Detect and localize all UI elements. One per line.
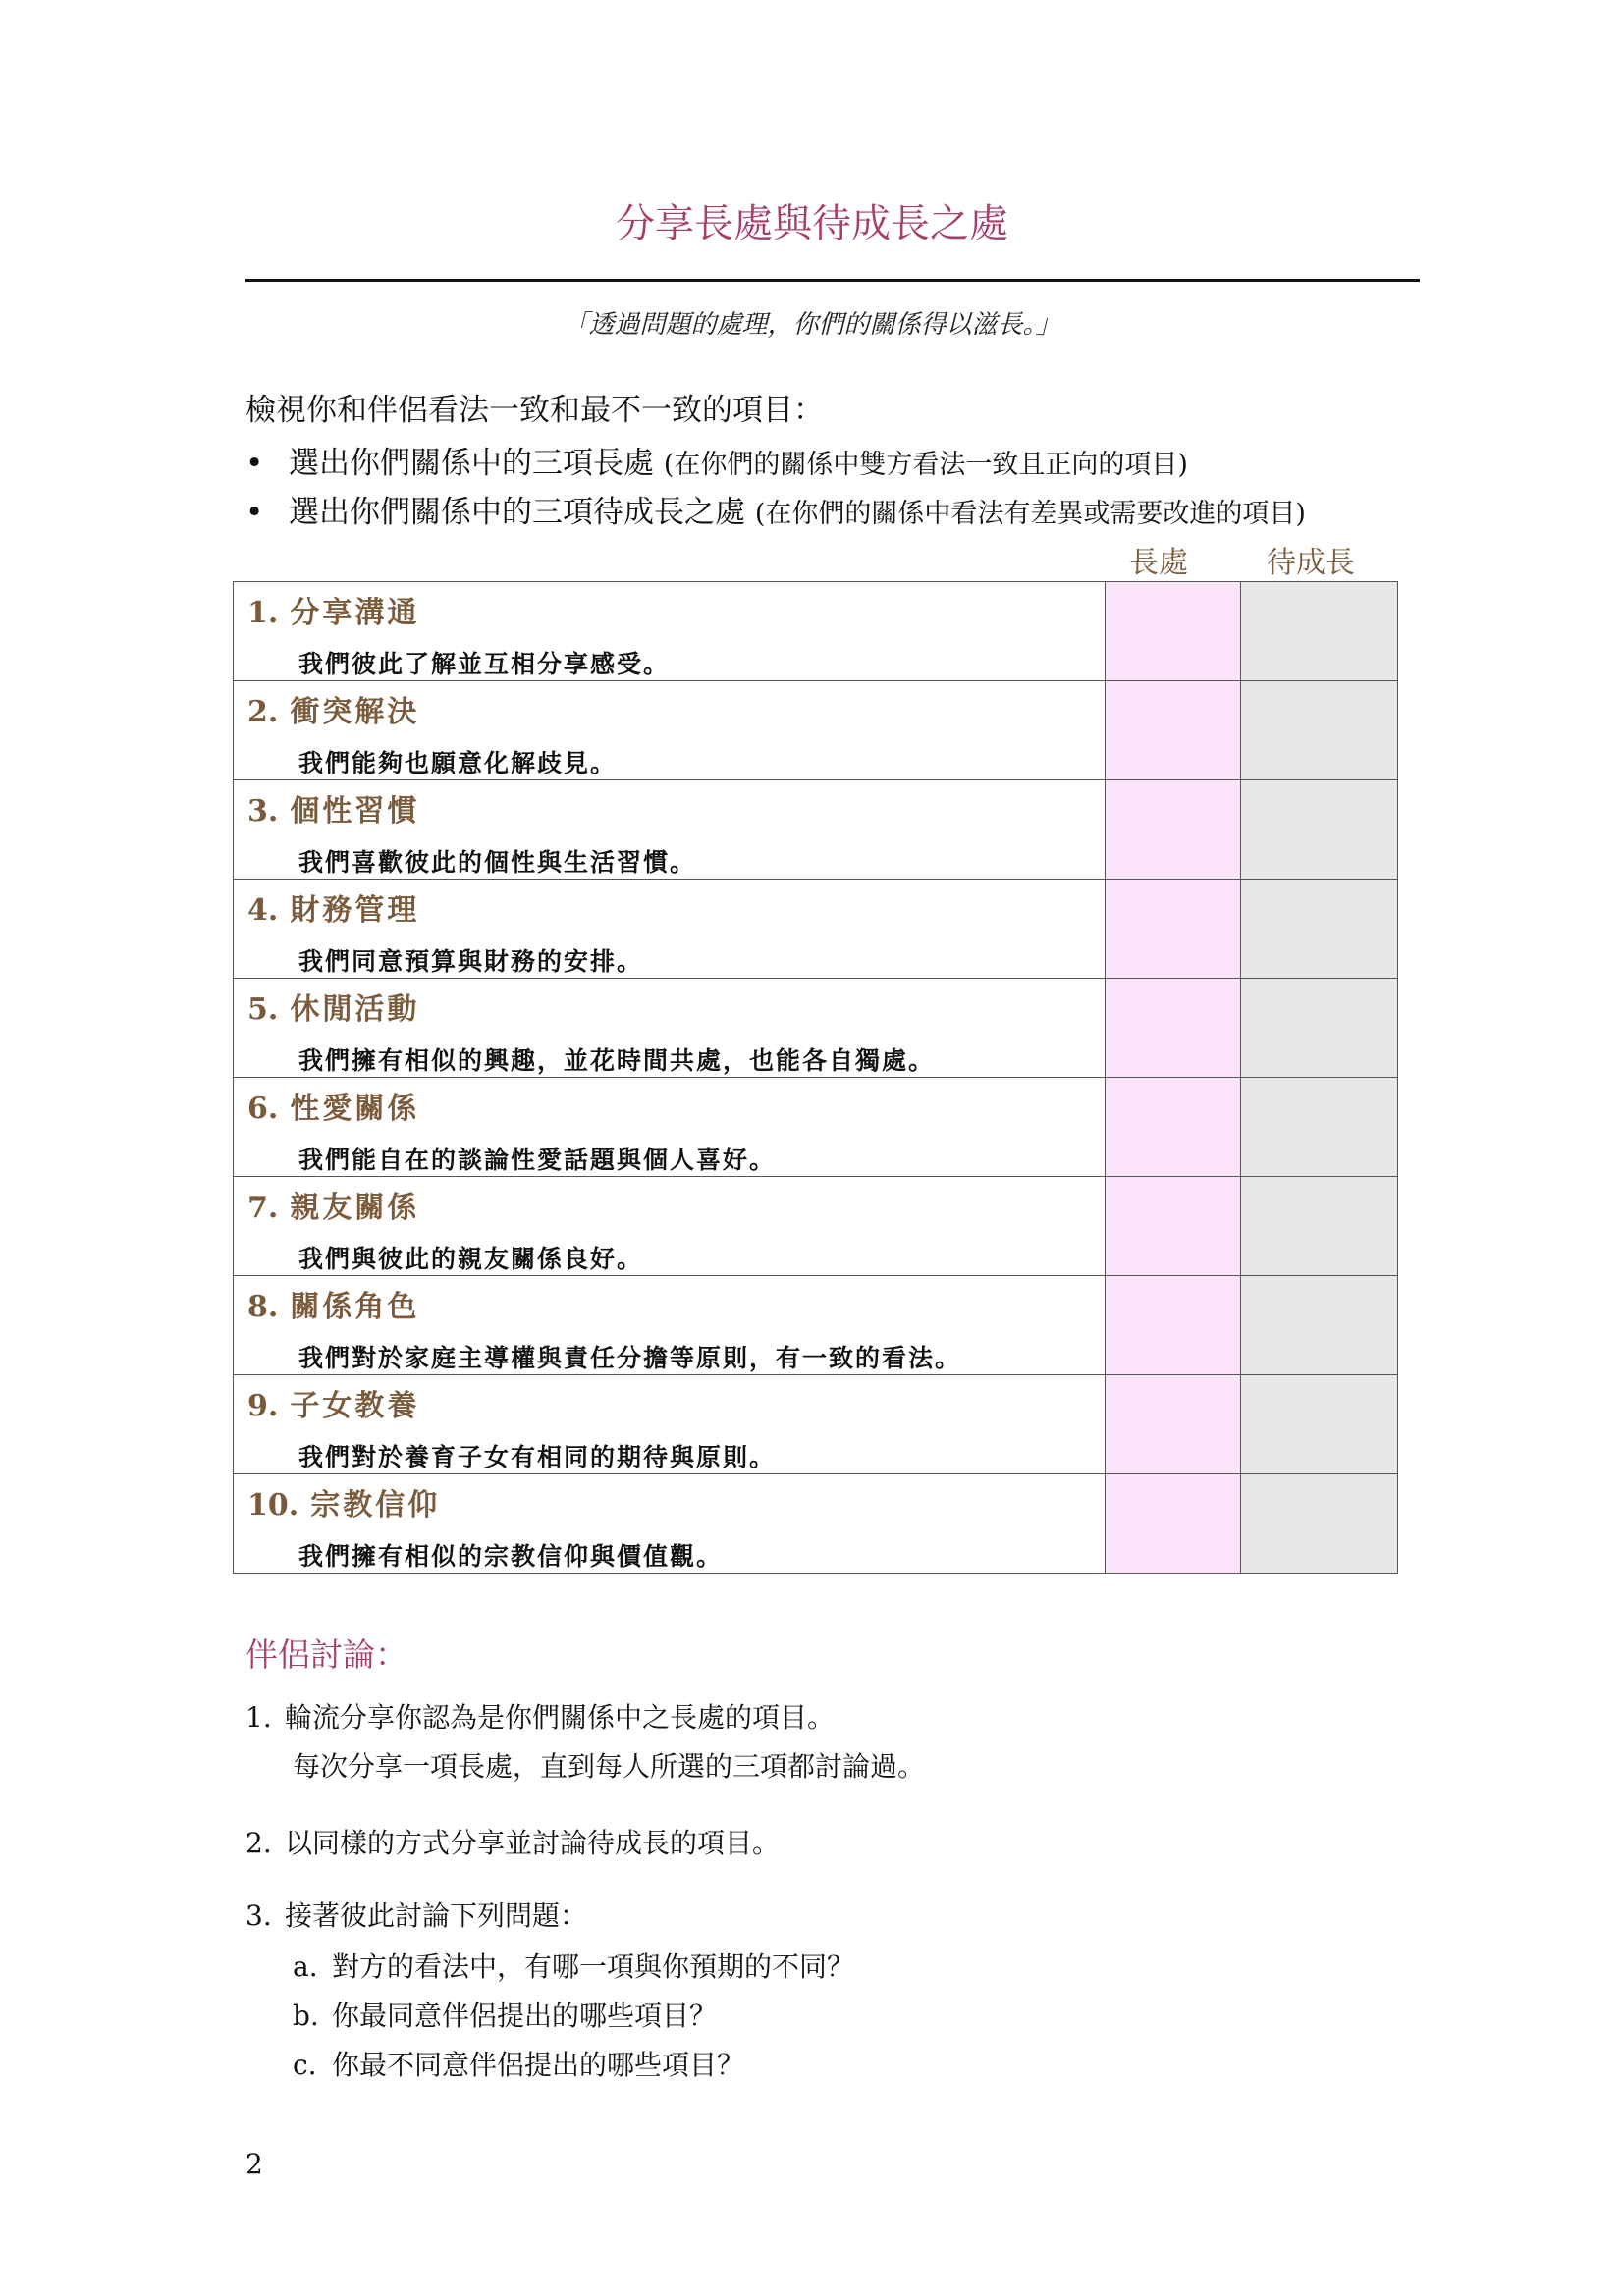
item-title: 財務管理: [290, 893, 420, 928]
strength-checkbox-cell[interactable]: [1106, 1177, 1241, 1276]
item-text: 輪流分享你認為是你們關係中之長處的項目。: [285, 1701, 836, 1734]
sub-text: 你最同意伴侶提出的哪些項目？: [332, 2000, 718, 2032]
item-heading: [247, 786, 1105, 829]
table-row: [234, 1276, 1398, 1375]
item-description-cell: [234, 1078, 1106, 1177]
column-header-growth: 待成長: [1267, 546, 1355, 580]
item-title: 個性習慣: [290, 794, 420, 828]
bullet-note: (在你們的關係中看法有差異或需要改進的項目): [754, 499, 1306, 529]
item-heading: [247, 1480, 1105, 1523]
item-number: 8.: [247, 1290, 279, 1324]
bullet-growth: [245, 487, 1306, 531]
item-number: 7.: [247, 1191, 279, 1225]
strength-checkbox-cell[interactable]: [1106, 1375, 1241, 1474]
sub-label: a.: [293, 1950, 318, 1983]
discussion-item-1-continued: 每次分享一項長處，直到每人所選的三項都討論過。: [293, 1750, 926, 1783]
item-number: 2.: [245, 1827, 272, 1859]
item-number: 3.: [245, 1899, 272, 1932]
growth-checkbox-cell[interactable]: [1241, 979, 1398, 1078]
item-heading: [247, 1282, 1105, 1325]
item-description-cell: [234, 780, 1106, 880]
growth-checkbox-cell[interactable]: [1241, 1474, 1398, 1574]
item-description-cell: [234, 979, 1106, 1078]
table-row: [234, 1474, 1398, 1574]
bullet-main: 選出你們關係中的三項待成長之處: [289, 495, 745, 530]
discussion-item-2: [245, 1822, 780, 1861]
table-row: [234, 979, 1398, 1078]
table-row: [234, 880, 1398, 979]
strength-checkbox-cell[interactable]: [1106, 681, 1241, 780]
item-desc: 我們擁有相似的興趣，並花時間共處，也能各自獨處。: [298, 1046, 936, 1075]
item-heading: [247, 885, 1105, 929]
sub-text: 對方的看法中，有哪一項與你預期的不同？: [332, 1950, 855, 1983]
item-desc: 我們擁有相似的宗教信仰與價值觀。: [298, 1542, 724, 1571]
item-title: 宗教信仰: [310, 1488, 441, 1522]
item-desc: 我們對於家庭主導權與責任分擔等原則，有一致的看法。: [298, 1344, 962, 1372]
growth-checkbox-cell[interactable]: [1241, 681, 1398, 780]
item-number: 9.: [247, 1389, 279, 1423]
sub-text: 你最不同意伴侶提出的哪些項目？: [332, 2049, 745, 2081]
item-number: 4.: [247, 893, 279, 928]
strength-checkbox-cell[interactable]: [1106, 780, 1241, 880]
table-row: [234, 582, 1398, 681]
item-number: 3.: [247, 794, 279, 828]
item-number: 10.: [247, 1488, 299, 1522]
item-description-cell: [234, 1276, 1106, 1375]
strength-checkbox-cell[interactable]: [1106, 582, 1241, 681]
discussion-item-1: [245, 1696, 835, 1735]
growth-checkbox-cell[interactable]: [1241, 1177, 1398, 1276]
item-heading: [247, 588, 1105, 631]
quote: 「透過問題的處理，你們的關係得以滋長。」: [563, 310, 1061, 340]
item-description-cell: [234, 582, 1106, 681]
bullet-dot: •: [245, 446, 264, 481]
item-description-cell: [234, 880, 1106, 979]
item-description-cell: [234, 681, 1106, 780]
item-title: 分享溝通: [290, 596, 420, 630]
item-number: 1.: [245, 1701, 272, 1734]
item-title: 關係角色: [290, 1290, 420, 1324]
table-row: [234, 1078, 1398, 1177]
strength-checkbox-cell[interactable]: [1106, 880, 1241, 979]
item-desc: 我們彼此了解並互相分享感受。: [298, 650, 671, 678]
discussion-title: 伴侶討論：: [245, 1635, 407, 1674]
item-heading: [247, 985, 1105, 1028]
strength-checkbox-cell[interactable]: [1106, 1078, 1241, 1177]
item-heading: [247, 687, 1105, 730]
strength-checkbox-cell[interactable]: [1106, 979, 1241, 1078]
item-text: 以同樣的方式分享並討論待成長的項目。: [285, 1827, 781, 1859]
item-title: 休閒活動: [290, 992, 420, 1027]
item-title: 親友關係: [290, 1191, 420, 1225]
sub-label: c.: [293, 2049, 317, 2081]
discussion-sub-b: [293, 1995, 717, 2034]
page-title: 分享長處與待成長之處: [616, 201, 1008, 246]
growth-checkbox-cell[interactable]: [1241, 780, 1398, 880]
item-heading: [247, 1084, 1105, 1127]
items-table: [233, 581, 1398, 1574]
bullet-note: (在你們的關係中雙方看法一致且正向的項目): [663, 450, 1188, 480]
bullet-main: 選出你們關係中的三項長處: [289, 446, 654, 481]
discussion-item-3: [245, 1895, 587, 1934]
item-number: 5.: [247, 992, 279, 1027]
item-heading: [247, 1183, 1105, 1226]
bullet-dot: •: [245, 495, 264, 530]
item-description-cell: [234, 1474, 1106, 1574]
item-title: 子女教養: [290, 1389, 420, 1423]
item-title: 衝突解決: [290, 695, 420, 729]
item-title: 性愛關係: [290, 1092, 420, 1126]
item-desc: 我們對於養育子女有相同的期待與原則。: [298, 1443, 777, 1471]
item-description-cell: [234, 1375, 1106, 1474]
bullet-strengths: [245, 438, 1188, 482]
item-desc: 我們同意預算與財務的安排。: [298, 947, 644, 976]
title-divider: [245, 279, 1420, 282]
growth-checkbox-cell[interactable]: [1241, 880, 1398, 979]
item-desc: 我們喜歡彼此的個性與生活習慣。: [298, 848, 697, 877]
page-number: 2: [245, 2148, 263, 2180]
column-header-strength: 長處: [1129, 546, 1188, 580]
intro-text: 檢視你和伴侶看法一致和最不一致的項目：: [245, 393, 824, 428]
item-number: 2.: [247, 695, 279, 729]
item-number: 1.: [247, 596, 279, 630]
discussion-sub-a: [293, 1946, 854, 1985]
table-row: [234, 1375, 1398, 1474]
growth-checkbox-cell[interactable]: [1241, 1276, 1398, 1375]
item-desc: 我們能夠也願意化解歧見。: [298, 749, 618, 777]
table-row: [234, 681, 1398, 780]
table-row: [234, 780, 1398, 880]
growth-checkbox-cell[interactable]: [1241, 1078, 1398, 1177]
sub-label: b.: [293, 2000, 319, 2032]
item-desc: 我們與彼此的親友關係良好。: [298, 1245, 644, 1273]
growth-checkbox-cell[interactable]: [1241, 582, 1398, 681]
strength-checkbox-cell[interactable]: [1106, 1474, 1241, 1574]
item-text: 接著彼此討論下列問題：: [285, 1899, 588, 1932]
strength-checkbox-cell[interactable]: [1106, 1276, 1241, 1375]
discussion-sub-c: [293, 2044, 744, 2083]
item-number: 6.: [247, 1092, 279, 1126]
item-heading: [247, 1381, 1105, 1424]
item-desc: 我們能自在的談論性愛話題與個人喜好。: [298, 1146, 777, 1174]
table-row: [234, 1177, 1398, 1276]
growth-checkbox-cell[interactable]: [1241, 1375, 1398, 1474]
item-description-cell: [234, 1177, 1106, 1276]
